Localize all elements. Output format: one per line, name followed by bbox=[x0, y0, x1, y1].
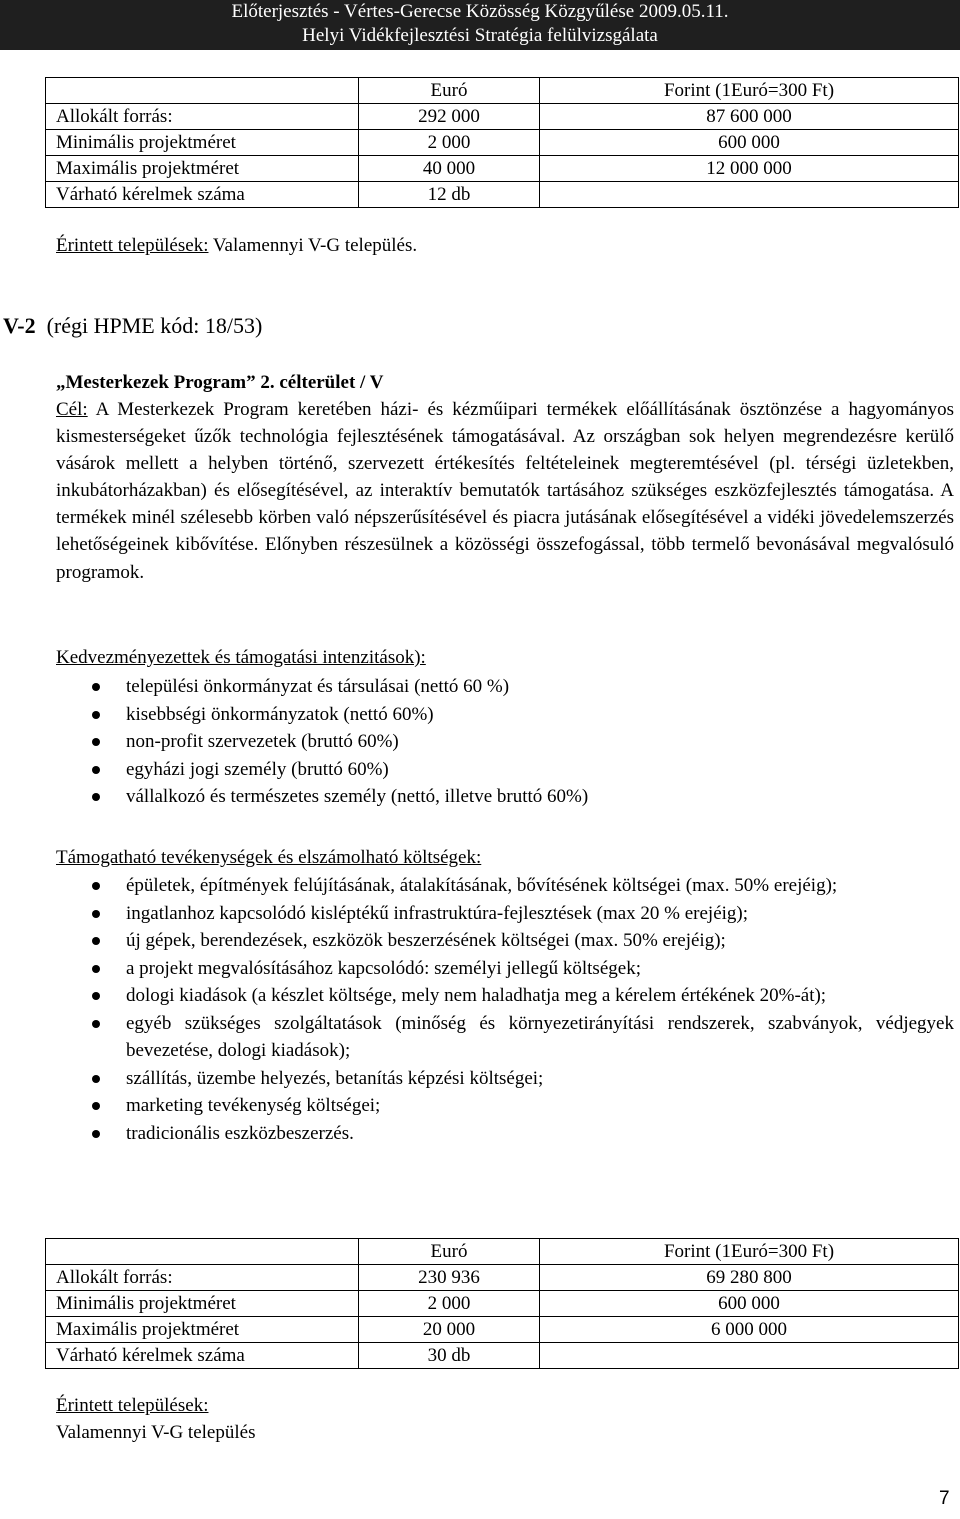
list-item bbox=[56, 982, 954, 1010]
section-heading bbox=[3, 313, 262, 339]
bullet-icon bbox=[92, 1130, 100, 1138]
table-cell: Maximális projektméret bbox=[46, 156, 359, 182]
table-cell: Allokált forrás: bbox=[46, 104, 359, 130]
list-item bbox=[56, 872, 954, 900]
budget-table-2 bbox=[45, 1238, 959, 1369]
list-item-text: a projekt megvalósításához kapcsolódó: személyi jellegű költségek; bbox=[126, 957, 641, 979]
table-cell bbox=[540, 1343, 959, 1369]
budget-table-1 bbox=[45, 77, 959, 208]
bullet-icon bbox=[92, 937, 100, 945]
affected-settlements-label: Érintett települések: bbox=[56, 235, 209, 256]
bullet-icon bbox=[92, 1020, 100, 1028]
table-cell: 12 db bbox=[359, 182, 540, 208]
table-cell: 230 936 bbox=[359, 1265, 540, 1291]
table-header-row bbox=[46, 1239, 959, 1265]
table-cell: 87 600 000 bbox=[540, 104, 959, 130]
table-cell: Allokált forrás: bbox=[46, 1265, 359, 1291]
table-row bbox=[46, 104, 959, 130]
table-header-row bbox=[46, 78, 959, 104]
list-item-text: tradicionális eszközbeszerzés. bbox=[126, 1122, 354, 1144]
list-item-text: új gépek, berendezések, eszközök beszerzésének költségei (max. 50% erejéig); bbox=[126, 930, 726, 951]
bullet-icon bbox=[92, 1102, 100, 1110]
document-header-title: Előterjesztés - Vértes-Gerecse Közösség Közgyűlése 2009.05.11. bbox=[0, 0, 960, 24]
table-header-euro: Euró bbox=[359, 1239, 540, 1265]
list-item bbox=[56, 1010, 954, 1065]
table-cell: 40 000 bbox=[359, 156, 540, 182]
bullet-icon bbox=[92, 882, 100, 890]
list-item-text: egyéb szükséges szolgáltatások (minőség és környezetirányítási rendszerek, szabványok, védjegyek bevezetése, dologi kiadások); bbox=[126, 1012, 954, 1061]
list-item-text: marketing tevékenység költségei; bbox=[126, 1095, 381, 1116]
table-cell: Maximális projektméret bbox=[46, 1317, 359, 1343]
program-title: „Mesterkezek Program” 2. célterület / V bbox=[56, 372, 384, 393]
bullet-icon bbox=[92, 910, 100, 918]
table-cell: 6 000 000 bbox=[540, 1317, 959, 1343]
table-row bbox=[46, 1265, 959, 1291]
affected-settlements-value: Valamennyi V-G település. bbox=[208, 235, 418, 256]
list-item-text: non-profit szervezetek (bruttó 60%) bbox=[126, 731, 399, 752]
bullet-icon bbox=[92, 1075, 100, 1083]
table-cell: 600 000 bbox=[540, 1291, 959, 1317]
bullet-icon bbox=[92, 965, 100, 973]
affected-settlements-1 bbox=[56, 233, 417, 259]
bullet-icon bbox=[92, 683, 100, 691]
list-item bbox=[56, 1065, 954, 1093]
list-item bbox=[56, 756, 954, 784]
beneficiaries-list bbox=[56, 673, 954, 811]
table-row bbox=[46, 182, 959, 208]
table-cell bbox=[46, 78, 359, 104]
activities-heading: Támogatható tevékenységek és elszámolható költségek: bbox=[56, 847, 482, 868]
table-cell: 600 000 bbox=[540, 130, 959, 156]
goal-label: Cél: bbox=[56, 399, 88, 420]
list-item bbox=[56, 1120, 954, 1148]
table-header-forint: Forint (1Euró=300 Ft) bbox=[540, 1239, 959, 1265]
list-item-text: szállítás, üzembe helyezés, betanítás képzési költségei; bbox=[126, 1067, 544, 1089]
beneficiaries-heading: Kedvezményezettek és támogatási intenzitások): bbox=[56, 647, 426, 668]
table-cell: 2 000 bbox=[359, 1291, 540, 1317]
list-item-text: ingatlanhoz kapcsolódó kisléptékű infrastruktúra-fejlesztések (max 20 % erejéig); bbox=[126, 902, 749, 924]
bullet-icon bbox=[92, 992, 100, 1000]
bullet-icon bbox=[92, 738, 100, 746]
list-item-text: egyházi jogi személy (bruttó 60%) bbox=[126, 758, 389, 780]
list-item bbox=[56, 673, 954, 701]
list-item bbox=[56, 927, 954, 955]
bullet-icon bbox=[92, 711, 100, 719]
table-row bbox=[46, 156, 959, 182]
list-item-text: vállalkozó és természetes személy (nettó, illetve bruttó 60%) bbox=[126, 786, 589, 807]
table-row bbox=[46, 130, 959, 156]
table-cell: 12 000 000 bbox=[540, 156, 959, 182]
document-header-subtitle: Helyi Vidékfejlesztési Stratégia felülvizsgálata bbox=[0, 24, 960, 50]
bullet-icon bbox=[92, 793, 100, 801]
section-code: V-2 bbox=[3, 313, 36, 338]
table-cell: Minimális projektméret bbox=[46, 130, 359, 156]
list-item bbox=[56, 701, 954, 729]
table-cell: Minimális projektméret bbox=[46, 1291, 359, 1317]
list-item bbox=[56, 728, 954, 756]
table-cell bbox=[540, 182, 959, 208]
activities-list bbox=[56, 872, 954, 1147]
list-item-text: kisebbségi önkormányzatok (nettó 60%) bbox=[126, 703, 434, 725]
list-item-text: dologi kiadások (a készlet költsége, mely nem haladhatja meg a kérelem értékének 20%-át); bbox=[126, 985, 827, 1006]
table-header-euro: Euró bbox=[359, 78, 540, 104]
table-cell: 292 000 bbox=[359, 104, 540, 130]
table-row bbox=[46, 1343, 959, 1369]
list-item-text: épületek, építmények felújításának, átalakításának, bővítésének költségei (max. 50% erejéig); bbox=[126, 875, 838, 896]
goal-paragraph bbox=[56, 396, 954, 586]
page-number: 7 bbox=[939, 1488, 950, 1509]
table-cell bbox=[46, 1239, 359, 1265]
table-row bbox=[46, 1291, 959, 1317]
table-cell: 30 db bbox=[359, 1343, 540, 1369]
list-item bbox=[56, 783, 954, 811]
table-header-forint: Forint (1Euró=300 Ft) bbox=[540, 78, 959, 104]
affected-settlements-2-label: Érintett települések: bbox=[56, 1395, 209, 1416]
list-item bbox=[56, 955, 954, 983]
affected-settlements-2-value: Valamennyi V-G település bbox=[56, 1422, 256, 1443]
table-cell: Várható kérelmek száma bbox=[46, 182, 359, 208]
table-cell: Várható kérelmek száma bbox=[46, 1343, 359, 1369]
table-cell: 69 280 800 bbox=[540, 1265, 959, 1291]
bullet-icon bbox=[92, 766, 100, 774]
list-item bbox=[56, 1092, 954, 1120]
section-old-code: (régi HPME kód: 18/53) bbox=[46, 313, 263, 338]
list-item bbox=[56, 900, 954, 928]
table-cell: 20 000 bbox=[359, 1317, 540, 1343]
list-item-text: települési önkormányzat és társulásai (nettó 60 %) bbox=[126, 676, 510, 697]
goal-text: A Mesterkezek Program keretében házi- és kézműipari termékek előállításának ösztönzése a hagyományos kismesterségeket űzők technológia fejlesztésének támogatásával. Az országban sok helyen megrendezésre kerülő vásárok mellett a helyben történő, szervezett értékesítés feltételeinek megteremtésével (pl. térségi üzletekben, inkubátorházakban) és elősegítésével, az interaktív bemutatók tartásához szükséges eszközfejlesztés támogatása. A termékek minél szélesebb körben való népszerűsítésével és piacra jutásának elősegítésével a vidéki jövedelemszerzés lehetőségeinek kibővítése. Előnyben részesülnek a közösségi összefogással, több termelő bevonásával megvalósuló programok. bbox=[56, 399, 954, 583]
table-row bbox=[46, 1317, 959, 1343]
table-cell: 2 000 bbox=[359, 130, 540, 156]
